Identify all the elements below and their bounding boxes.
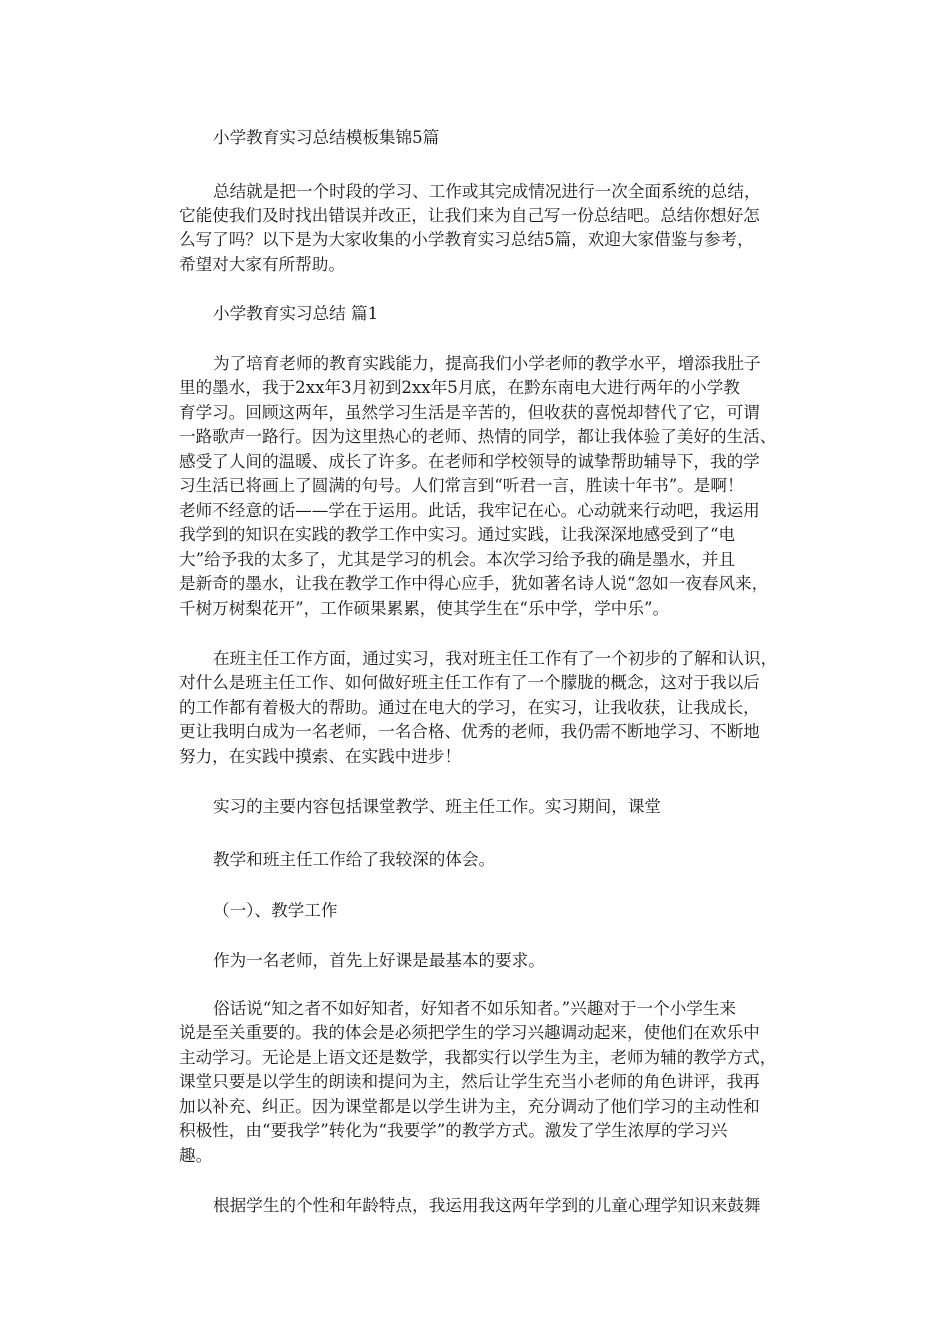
subheading: （一）、教学工作	[213, 901, 338, 920]
paragraph-5: 作为一名老师，首先上好课是最基本的要求。	[213, 951, 545, 970]
intro-line: 么写了吗？以下是为大家收集的小学教育实习总结5篇，欢迎大家借鉴与参考，	[179, 230, 754, 249]
intro-line: 希望对大家有所帮助。	[179, 255, 345, 274]
intro-line: 它能使我们及时找出错误并改正，让我们来为自己写一份总结吧。总结你想好怎	[179, 206, 760, 225]
paragraph-4: 教学和班主任工作给了我较深的体会。	[213, 850, 496, 869]
text-line: 课堂只要是以学生的朗读和提问为主，然后让学生充当小老师的角色讲评，我再	[179, 1072, 760, 1091]
text-line: 千树万树梨花开”，工作硕果累累，使其学生在“乐中学，学中乐”。	[179, 599, 670, 618]
text-line: 积极性，由“要我学”转化为“我要学”的教学方式。激发了学生浓厚的学习兴	[179, 1121, 728, 1140]
text-line: 我学到的知识在实践的教学工作中实习。通过实践，让我深深地感受到了“电	[179, 525, 736, 544]
text-line: 感受了人间的温暖、成长了许多。在老师和学校领导的诚挚帮助辅导下，我的学	[179, 452, 760, 471]
text-line: 一路歌声一路行。因为这里热心的老师、热情的同学，都让我体验了美好的生活、	[179, 427, 777, 446]
text-line: 里的墨水，我于2xx年3月初到2xx年5月底，在黔东南电大进行两年的小学教	[179, 378, 740, 397]
paragraph-7: 根据学生的个性和年龄特点，我运用我这两年学到的儿童心理学知识来鼓舞	[213, 1196, 761, 1215]
text-line: 说是至关重要的。我的体会是必须把学生的学习兴趣调动起来，使他们在欢乐中	[179, 1023, 760, 1042]
text-line: 习生活已将画上了圆满的句号。人们常言到“听君一言，胜读十年书”。是啊！	[179, 476, 744, 495]
text-line: 是新奇的墨水，让我在教学工作中得心应手，犹如著名诗人说“忽如一夜春风来，	[179, 574, 769, 593]
paragraph-3: 实习的主要内容包括课堂教学、班主任工作。实习期间，课堂	[213, 797, 662, 816]
text-line: 努力，在实践中摸索、在实践中进步！	[179, 747, 462, 766]
text-line: 加以补充、纠正。因为课堂都是以学生讲为主，充分调动了他们学习的主动性和	[179, 1097, 760, 1116]
text-line: 俗话说“知之者不如好知者，好知者不如乐知者。”兴趣对于一个小学生来	[213, 999, 737, 1018]
section-heading: 小学教育实习总结 篇1	[213, 304, 379, 323]
text-line: 对什么是班主任工作、如何做好班主任工作有了一个朦胧的概念，这对于我以后	[179, 673, 760, 692]
text-line: 在班主任工作方面，通过实习，我对班主任工作有了一个初步的了解和认识，	[213, 649, 778, 668]
text-line: 大”给予我的太多了，尤其是学习的机会。本次学习给予我的确是墨水，并且	[179, 550, 736, 569]
text-line: 更让我明白成为一名老师，一名合格、优秀的老师，我仍需不断地学习、不断地	[179, 722, 760, 741]
text-line: 趣。	[179, 1146, 213, 1165]
text-line: 的工作都有着极大的帮助。通过在电大的学习，在实习，让我收获，让我成长，	[179, 698, 760, 717]
document-title: 小学教育实习总结模板集锦5篇	[213, 128, 440, 147]
text-line: 主动学习。无论是上语文还是数学，我都实行以学生为主，老师为辅的教学方式，	[179, 1048, 777, 1067]
text-line: 老师不经意的话——学在于运用。此话，我牢记在心。心动就来行动吧，我运用	[179, 501, 760, 520]
text-line: 育学习。回顾这两年，虽然学习生活是辛苦的，但收获的喜悦却替代了它，可谓	[179, 403, 760, 422]
intro-line: 总结就是把一个时段的学习、工作或其完成情况进行一次全面系统的总结，	[213, 182, 761, 201]
text-line: 为了培育老师的教育实践能力，提高我们小学老师的教学水平，增添我肚子	[213, 354, 761, 373]
